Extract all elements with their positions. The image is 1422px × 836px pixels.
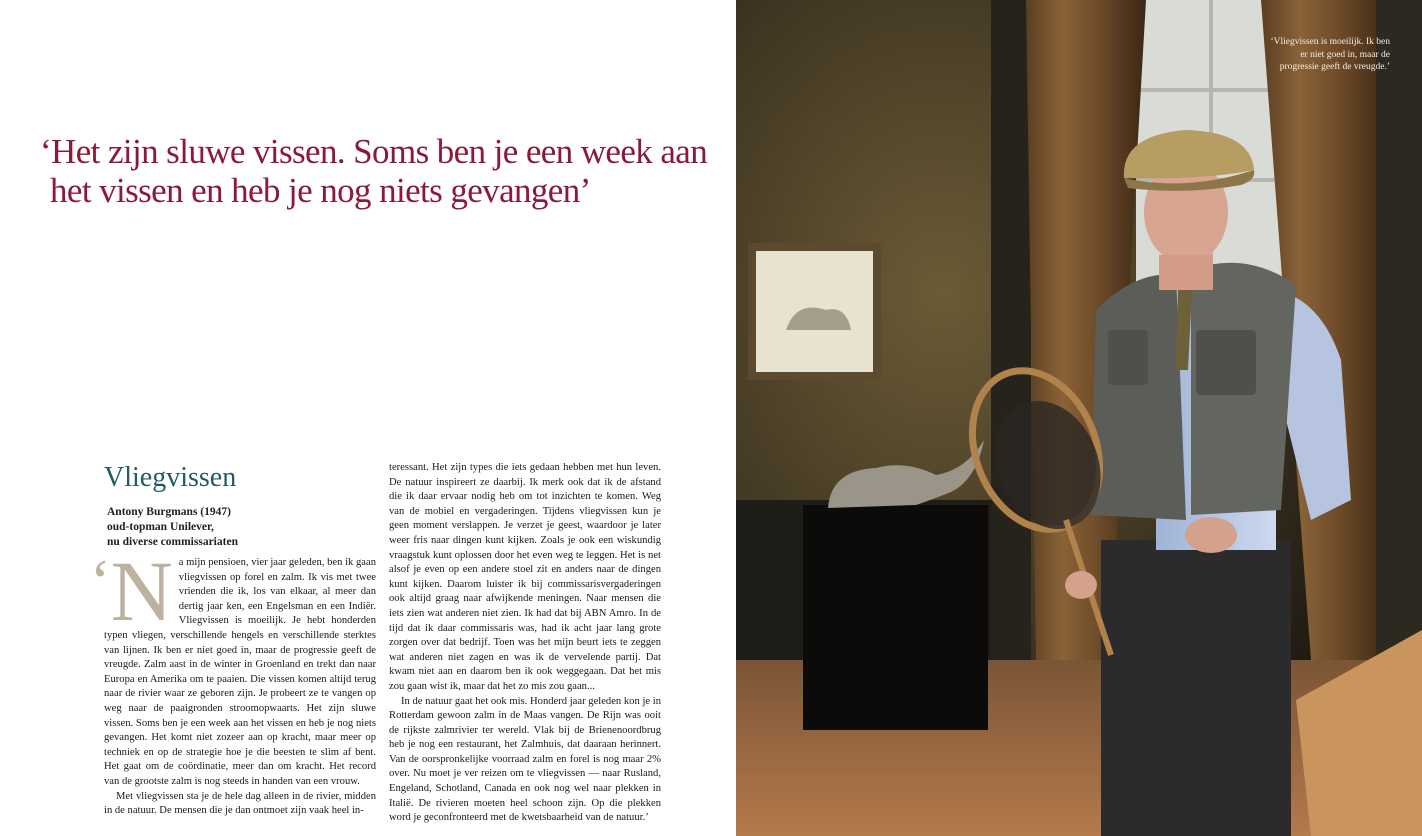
paragraph-4: In de natuur gaat het ook mis. Honderd jaar geleden kon je in Rotterdam gewoon zalm in de Maas vangen. De Rijn was ooit de rijkste zalmrivier ter wereld. Vlak bij de Brienenoordbrug heb je nog een restaurant, het Zalmhuis, dat daaraan herinnert. Van de oorspronkelijke voorraad zalm en forel is nog maar 2% over. Nu moet je ver reizen om te vliegvissen — naar Rusland, Engeland, Schotland, Canada en ook nog wel naar plekken in Italië. De rivieren moeten heel schoon zijn. Op die plekken word je geconfronteerd met de kwetsbaarheid van de natuur.’: [389, 695, 661, 824]
portrait-photo: [736, 0, 1422, 836]
paragraph-1: a mijn pensioen, vier jaar geleden, ben ik gaan vliegvissen op forel en zalm. Ik vis met twee vrienden die ik, los van elkaar, al meer dan dertig jaar ken, een Engelsman en een Indiër. Vliegvissen is moeilijk. Je hebt honderden typen vliegen, verschillende hengels en verschillende sterktes van lijnen. Ik ben er niet goed in, maar de progressie geeft de vreugde. Zalm aast in de winter in Groenland en trekt dan naar Europa en Amerika om te paaien. Die vissen komen altijd terug naar de rivier waar ze geboren zijn. Je probeert ze te vangen op weg naar de paaigronden stroomopwaarts. Het zijn sluwe vissen. Soms ben je een week aan het vissen en heb je nog niets gevangen. Het komt niet zozeer aan op kracht, maar meer op techniek en op de strategie hoe je die beesten te slim af bent. Het gaat om de coördinatie, meer dan om kracht. Het record van de grootste zalm is nog steeds in handen van een vrouw.: [104, 557, 376, 787]
dropcap-quote: ‘: [90, 548, 111, 616]
byline-current: nu diverse commissariaten: [107, 536, 238, 548]
paragraph-3: teressant. Het zijn types die iets gedaan hebben met hun leven. De natuur inspireert ze daarbij. Ik merk ook dat ik de afstand die ik daar ervaar nodig heb om tot inzichten te komen. Weg van de mobiel en vergaderingen. Tijdens vliegvissen kun je geen moment verslappen. Je verzet je geest, waardoor je later weer fris naar dingen kunt kijken. Zoals je ook een wiskundig vraagstuk kunt oplossen door het even weg te leggen. Het is net alsof je even op een andere stoel zit en anders naar de dingen kunt kijken. Daarom luister ik bij commissarisvergaderingen ook altijd graag naar afwijkende meningen. Naar mensen die iets zien wat anderen niet zien. Ik had dat bij ABN Amro. In de tijd dat ik daar commissaris was, had ik acht jaar lang grote zorgen over dat bedrijf. Toen was het mijn beurt iets te zeggen wat anderen niet zagen en was ik de vervelende partij. Dat kwam niet aan en daarom ben ik ook weggegaan. Dat het mis zou gaan wist ik, maar dat het zo mis zou gaan...: [389, 462, 661, 692]
photo-caption: ‘Vliegvissen is moeilijk. Ik ben er niet goed in, maar de progressie geeft de vreugde.’: [1270, 37, 1390, 72]
trousers: [1101, 540, 1291, 836]
pedestal: [803, 505, 988, 730]
hand: [1065, 571, 1097, 599]
article-column-1: [90, 543, 376, 819]
dropcap-letter: N: [110, 543, 173, 639]
right-page-photo: [736, 0, 1422, 836]
door-frame: [991, 0, 1031, 660]
section-title: Vliegvissen: [104, 462, 237, 493]
byline-role: oud-topman Unilever,: [107, 521, 214, 533]
fishing-vest-left: [1091, 274, 1186, 520]
paragraph-2: Met vliegvissen sta je de hele dag alleen in de rivier, midden in de natuur. De mensen die je dan ontmoet zijn vaak heel in-: [104, 790, 376, 817]
pull-quote: [40, 132, 720, 210]
right-panel: [1376, 0, 1422, 660]
pull-quote-line-1: ‘Het zijn sluwe vissen. Soms ben je een week aan: [40, 132, 708, 171]
article-column-2: [389, 461, 661, 826]
byline-name: Antony Burgmans (1947): [107, 506, 231, 518]
pull-quote-line-2: het vissen en heb je nog niets gevangen’: [50, 171, 591, 210]
